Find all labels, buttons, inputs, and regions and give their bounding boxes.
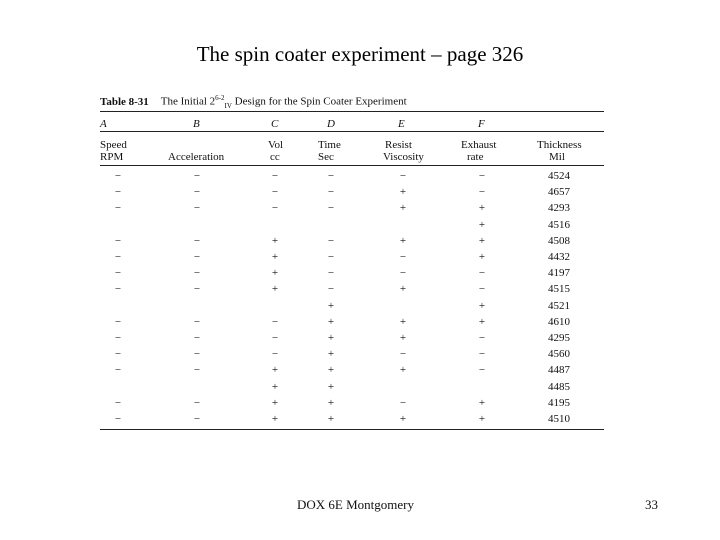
thickness-value: 4560 (548, 348, 570, 360)
column-header-line1: Vol (268, 139, 284, 151)
column-header-line2: rate (467, 151, 484, 163)
factor-level: + (327, 413, 335, 425)
factor-level: − (114, 332, 122, 344)
factor-level: − (193, 186, 201, 198)
factor-level: + (327, 381, 335, 393)
factor-level: + (271, 397, 279, 409)
factor-level: + (478, 316, 486, 328)
factor-level: − (114, 283, 122, 295)
factor-letter: C (271, 118, 279, 130)
factor-level: + (271, 235, 279, 247)
factor-level: − (193, 267, 201, 279)
thickness-value: 4508 (548, 235, 570, 247)
thickness-value: 4485 (548, 381, 570, 393)
factor-level: − (193, 348, 201, 360)
factor-level: − (478, 186, 486, 198)
factor-level: + (327, 316, 335, 328)
factor-level: − (271, 332, 279, 344)
column-header-line2: RPM (100, 151, 124, 163)
factor-level: + (327, 300, 335, 312)
factor-level: − (327, 267, 335, 279)
thickness-value: 4295 (548, 332, 570, 344)
factor-level: + (478, 235, 486, 247)
factor-level: + (399, 413, 407, 425)
factor-level: − (114, 316, 122, 328)
factor-level: − (114, 413, 122, 425)
factor-level: − (114, 348, 122, 360)
design-superscript: 6-2 (215, 94, 225, 102)
factor-level: + (271, 381, 279, 393)
factor-level: + (399, 235, 407, 247)
thickness-value: 4197 (548, 267, 570, 279)
slide-title: The spin coater experiment – page 326 (196, 42, 524, 66)
factor-level: + (399, 202, 407, 214)
factor-level: − (478, 364, 486, 376)
thickness-value: 4524 (548, 170, 570, 182)
table-caption-label: Table 8-31 (100, 95, 149, 108)
factor-level: − (193, 170, 201, 182)
column-header-line2: Sec (318, 151, 334, 163)
factor-level: − (271, 316, 279, 328)
page-number: 33 (645, 497, 658, 512)
column-header-line1: Time (318, 139, 341, 151)
table-caption (100, 94, 407, 110)
column-header-line1: Resist (385, 139, 412, 151)
factor-level: − (193, 202, 201, 214)
factor-level: − (193, 397, 201, 409)
factor-level: − (271, 348, 279, 360)
column-header-line1: Thickness (537, 139, 582, 151)
thickness-value: 4516 (548, 219, 570, 231)
factor-level: + (478, 219, 486, 231)
thickness-value: 4293 (548, 202, 570, 214)
factor-level: − (327, 235, 335, 247)
factor-letter: D (327, 118, 335, 130)
factor-level: − (399, 267, 407, 279)
factor-level: − (114, 364, 122, 376)
column-header-line2: Mil (549, 151, 565, 163)
factor-level: + (478, 413, 486, 425)
factor-level: + (478, 251, 486, 263)
factor-level: − (193, 283, 201, 295)
factor-level: + (399, 364, 407, 376)
factor-level: − (327, 283, 335, 295)
factor-level: + (271, 364, 279, 376)
thickness-value: 4521 (548, 300, 570, 312)
factor-level: − (478, 267, 486, 279)
factor-level: − (327, 251, 335, 263)
factor-level: − (478, 283, 486, 295)
factor-level: + (271, 413, 279, 425)
factor-level: − (114, 202, 122, 214)
factor-level: + (399, 283, 407, 295)
factor-level: + (271, 283, 279, 295)
factor-level: + (399, 332, 407, 344)
factor-level: − (271, 186, 279, 198)
factor-letter: A (100, 118, 107, 130)
factor-level: + (327, 332, 335, 344)
factor-level: − (271, 202, 279, 214)
thickness-value: 4610 (548, 316, 570, 328)
factor-level: + (327, 364, 335, 376)
table-caption-text-end: Design for the Spin Coater Experiment (231, 95, 407, 108)
factor-level: + (478, 300, 486, 312)
factor-level: + (327, 397, 335, 409)
factor-level: − (399, 251, 407, 263)
factor-level: − (327, 202, 335, 214)
column-header-line2: Acceleration (168, 151, 225, 163)
factor-level: − (399, 397, 407, 409)
factor-level: − (114, 397, 122, 409)
factor-level: + (478, 397, 486, 409)
thickness-value: 4510 (548, 413, 570, 425)
table-letter-rule (100, 131, 604, 132)
factor-level: − (193, 316, 201, 328)
factor-level: − (327, 186, 335, 198)
table-top-rule (100, 111, 604, 112)
footer-source: DOX 6E Montgomery (297, 497, 414, 512)
thickness-value: 4195 (548, 397, 570, 409)
factor-level: − (478, 348, 486, 360)
factor-level: + (271, 267, 279, 279)
thickness-value: 4487 (548, 364, 570, 376)
column-header-line1: Exhaust (461, 139, 497, 151)
factor-level: − (193, 413, 201, 425)
thickness-value: 4657 (548, 186, 570, 198)
factor-letter: F (478, 118, 485, 130)
factor-letter: B (193, 118, 200, 130)
factor-level: − (478, 332, 486, 344)
factor-level: + (399, 316, 407, 328)
factor-level: + (478, 202, 486, 214)
factor-level: − (399, 348, 407, 360)
table-header-rule (100, 165, 604, 166)
factor-level: − (114, 186, 122, 198)
factor-level: − (193, 251, 201, 263)
factor-level: − (399, 170, 407, 182)
thickness-value: 4515 (548, 283, 570, 295)
factor-level: − (193, 235, 201, 247)
table-caption-text: The Initial 2 (160, 95, 216, 108)
table-bottom-rule (100, 429, 604, 430)
factor-level: + (271, 251, 279, 263)
thickness-value: 4432 (548, 251, 570, 263)
factor-level: − (114, 251, 122, 263)
factor-level: − (193, 332, 201, 344)
factor-level: − (327, 170, 335, 182)
factor-level: − (114, 267, 122, 279)
factor-level: − (193, 364, 201, 376)
column-header-line1: Speed (100, 139, 127, 151)
design-subscript: IV (224, 101, 232, 110)
factor-level: + (327, 348, 335, 360)
factor-level: − (114, 235, 122, 247)
column-header-line2: Viscosity (383, 151, 424, 163)
factor-level: − (271, 170, 279, 182)
column-header-line2: cc (270, 151, 280, 163)
factor-level: − (478, 170, 486, 182)
factor-level: + (399, 186, 407, 198)
factor-letter: E (398, 118, 405, 130)
factor-level: − (114, 170, 122, 182)
